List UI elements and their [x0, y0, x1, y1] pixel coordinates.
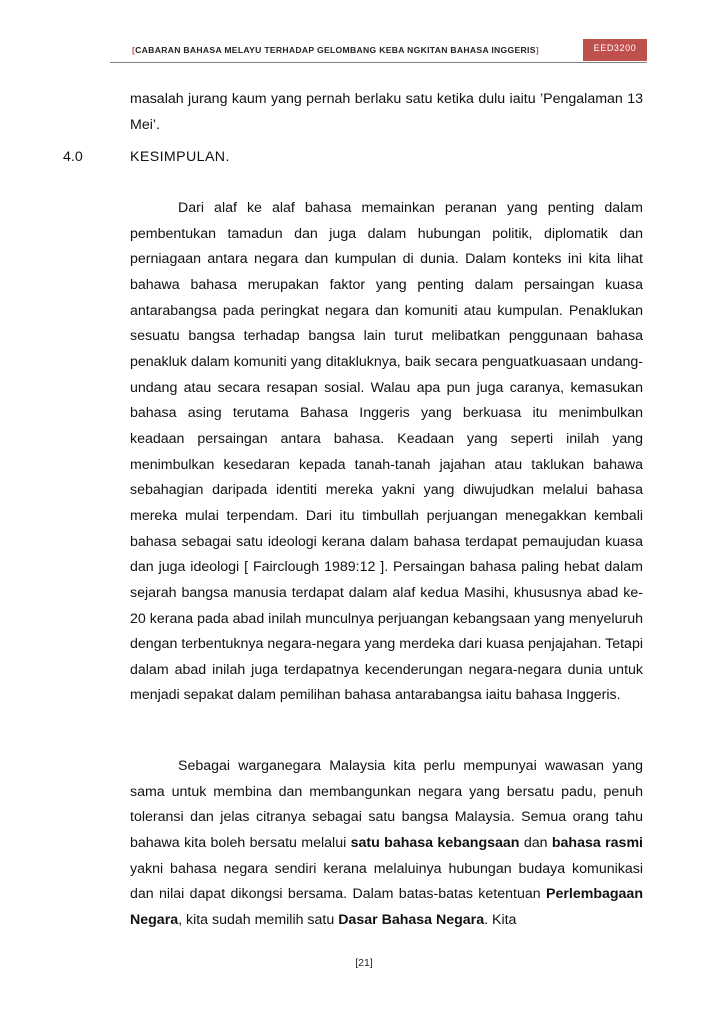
page-number: [21]: [355, 957, 373, 969]
para2-bold-dasar-bahasa: Dasar Bahasa Negara: [338, 911, 485, 928]
para2-bold-perlembagaan: Perlembagaan Negara: [130, 886, 643, 928]
header-divider: [110, 62, 647, 63]
running-header: [110, 37, 647, 63]
conclusion-paragraph-2: [130, 754, 643, 934]
course-code-box: [583, 39, 647, 61]
para2-bold-bahasa-rasmi: bahasa rasmi: [551, 834, 643, 851]
header-bracket-close: ]: [535, 45, 539, 55]
para2-text-3: yakni bahasa negara sendiri kerana melaluinya hubungan budaya komunikasi dan nilai dapat dikongsi bersama. Dalam batas-batas ketentuan: [130, 860, 643, 903]
course-code: EED3200: [593, 43, 637, 53]
section-heading: KESIMPULAN.: [130, 149, 230, 165]
para2-text-4: , kita sudah memilih satu: [178, 911, 339, 928]
conclusion-paragraph-1: Dari alaf ke alaf bahasa memainkan peranan yang penting dalam pembentukan tamadun dan juga dalam hubungan politik, diplomatik dan perniagaan antara negara dan kumpulan di dunia. Dalam konteks ini kita lihat bahawa bahasa merupakan faktor yang penting dalam persaingan kuasa antarabangsa pada peringkat negara dan komuniti atau kumpulan. Penaklukan sesuatu bangsa terhadap bangsa lain turut melibatkan penggunaan bahasa penakluk dalam komuniti yang ditakluknya, baik secara penguatkuasaan undang-undang atau secara resapan sosial. Walau apa pun juga caranya, kemasukan bahasa asing terutama Bahasa Inggeris yang berkuasa itu menimbulkan keadaan persaingan antara bahasa. Keadaan yang seperti inilah yang menimbulkan kesedaran kepada tanah-tanah jajahan atau taklukan bahawa sebahagian daripada identiti mereka yakni yang diwujudkan melalui bahasa mereka mulai terpendam. Dari itu timbullah perjuangan menegakkan kembali bahasa sebagai satu ideologi kerana dalam bahasa terdapat pemaujudan kuasa dan juga ideologi [ Fairclough 1989:12 ]. Persaingan bahasa paling hebat dalam sejarah bangsa manusia terdapat dalam alaf kedua Masihi, khususnya abad ke-20 kerana pada abad inilah munculnya perjuangan kebangsaan yang menyeluruh dengan terbentuknya negara-negara yang merdeka dari kuasa penjajahan. Tetapi dalam abad inilah juga terdapatnya kecenderungan negara-negara dunia untuk menjadi sepakat dalam pemilihan bahasa antarabangsa iaitu bahasa Inggeris.: [130, 200, 643, 704]
para2-text-2: dan: [519, 834, 552, 851]
para2-text-5: . Kita: [484, 911, 517, 928]
continuation-paragraph: masalah jurang kaum yang pernah berlaku satu ketika dulu iaitu ’Pengalaman 13 Mei’.: [130, 91, 643, 133]
para2-text-1: Sebagai warganegara Malaysia kita perlu mempunyai wawasan yang sama untuk membina dan membangunkan negara yang bersatu padu, penuh toleransi dan jelas citranya sebagai satu bangsa Malaysia. Semua orang tahu bahawa kita boleh bersatu melalui: [130, 758, 643, 851]
para2-bold-satu-bahasa: satu bahasa kebangsaan: [350, 834, 520, 851]
header-title-text: CABARAN BAHASA MELAYU TERHADAP GELOMBANG KEBA NGKITAN BAHASA INGGERIS: [135, 45, 536, 55]
header-bracket-open: [: [132, 45, 136, 55]
section-number: 4.0: [63, 149, 83, 165]
header-title: [132, 45, 539, 55]
